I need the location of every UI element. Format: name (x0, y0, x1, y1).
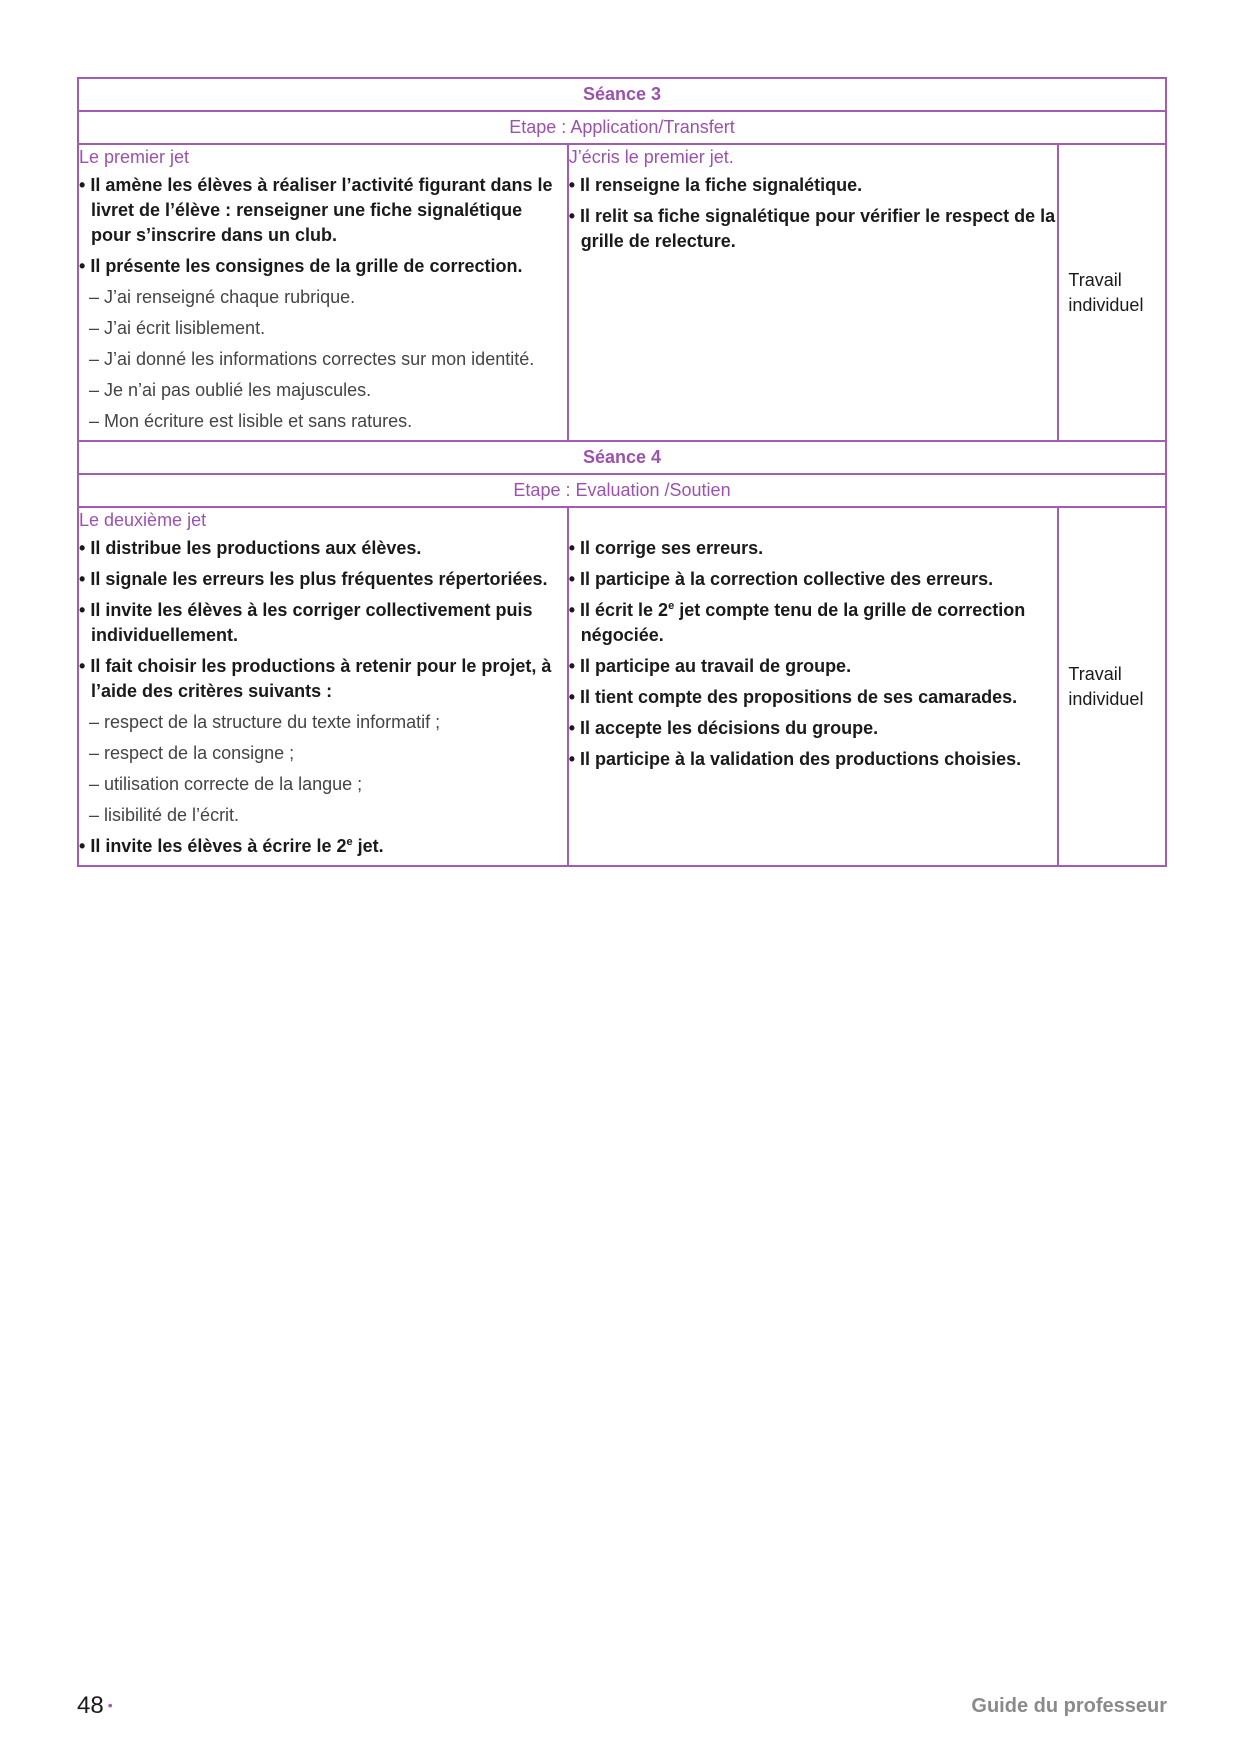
seance3-title: Séance 3 (78, 78, 1166, 111)
list-item: • Il fait choisir les productions à retenir pour le projet, à l’aide des critères suivants : (79, 654, 567, 704)
superscript: e (668, 600, 675, 612)
seance4-content-row (78, 507, 1166, 866)
seance4-title-row (78, 441, 1166, 474)
list-subitem: – Mon écriture est lisible et sans ratures. (79, 409, 567, 434)
seance4-mode: Travail individuel (1058, 507, 1166, 866)
list-item (79, 834, 567, 859)
seance4-etape-row (78, 474, 1166, 507)
list-item: • Il participe à la correction collective des erreurs. (569, 567, 1058, 592)
footer-bullet: • (107, 1697, 113, 1713)
page-number: 48 (77, 1692, 104, 1719)
list-item: • Il participe au travail de groupe. (569, 654, 1058, 679)
list-item-text: jet compte tenu de la grille de correction négociée. (580, 600, 1026, 645)
seance4-teacher-list (79, 536, 567, 859)
list-subitem: – respect de la structure du texte informatif ; (79, 710, 567, 735)
seance3-student-cell (568, 144, 1059, 441)
list-item-text: Il invite les élèves à écrire le 2 (90, 836, 347, 856)
page-number-group (77, 1692, 113, 1720)
list-item: • Il corrige ses erreurs. (569, 536, 1058, 561)
seance3-etape-row (78, 111, 1166, 144)
spacer (569, 508, 1058, 532)
seance3-teacher-cell (78, 144, 568, 441)
list-item: • Il signale les erreurs les plus fréquentes répertoriées. (79, 567, 567, 592)
superscript: e (346, 836, 353, 848)
seance4-etape: Etape : Evaluation /Soutien (78, 474, 1166, 507)
seance3-title-row (78, 78, 1166, 111)
seance3-teacher-list (79, 173, 567, 434)
seance3-student-heading: J’écris le premier jet. (568, 147, 734, 167)
seance4-teacher-cell (78, 507, 568, 866)
list-subitem: – J’ai écrit lisiblement. (79, 316, 567, 341)
seance4-student-cell (568, 507, 1059, 866)
list-subitem: – respect de la consigne ; (79, 741, 567, 766)
list-subitem: – utilisation correcte de la langue ; (79, 772, 567, 797)
lesson-table (77, 77, 1167, 867)
list-item: • Il distribue les productions aux élèves. (79, 536, 567, 561)
list-item: • Il renseigne la fiche signalétique. (569, 173, 1058, 198)
list-item: • Il invite les élèves à les corriger collectivement puis individuellement. (79, 598, 567, 648)
list-subitem: – lisibilité de l’écrit. (79, 803, 567, 828)
seance3-etape: Etape : Application/Transfert (78, 111, 1166, 144)
list-item: • Il participe à la validation des productions choisies. (569, 747, 1058, 772)
list-item: • Il relit sa fiche signalétique pour vérifier le respect de la grille de relecture. (569, 204, 1058, 254)
list-item (569, 598, 1058, 648)
seance4-teacher-heading: Le deuxième jet (79, 510, 207, 530)
list-item: • Il tient compte des propositions de ses camarades. (569, 685, 1058, 710)
list-item: • Il amène les élèves à réaliser l’activité figurant dans le livret de l’élève : renseigner une fiche signalétique pour s’inscrire dans un club. (79, 173, 567, 248)
seance3-content-row (78, 144, 1166, 441)
seance3-student-list (569, 173, 1058, 254)
list-subitem: – Je n’ai pas oublié les majuscules. (79, 378, 567, 403)
list-item: • Il accepte les décisions du groupe. (569, 716, 1058, 741)
list-item: • Il présente les consignes de la grille de correction. (79, 254, 567, 279)
seance4-student-list (569, 536, 1058, 772)
seance3-teacher-heading: Le premier jet (79, 147, 190, 167)
guide-title: Guide du professeur (971, 1695, 1167, 1717)
list-item-text: jet. (352, 836, 384, 856)
list-item-text: Il écrit le 2 (580, 600, 669, 620)
seance3-mode: Travail individuel (1058, 144, 1166, 441)
seance4-title: Séance 4 (78, 441, 1166, 474)
list-subitem: – J’ai renseigné chaque rubrique. (79, 285, 567, 310)
list-subitem: – J’ai donné les informations correctes sur mon identité. (79, 347, 567, 372)
